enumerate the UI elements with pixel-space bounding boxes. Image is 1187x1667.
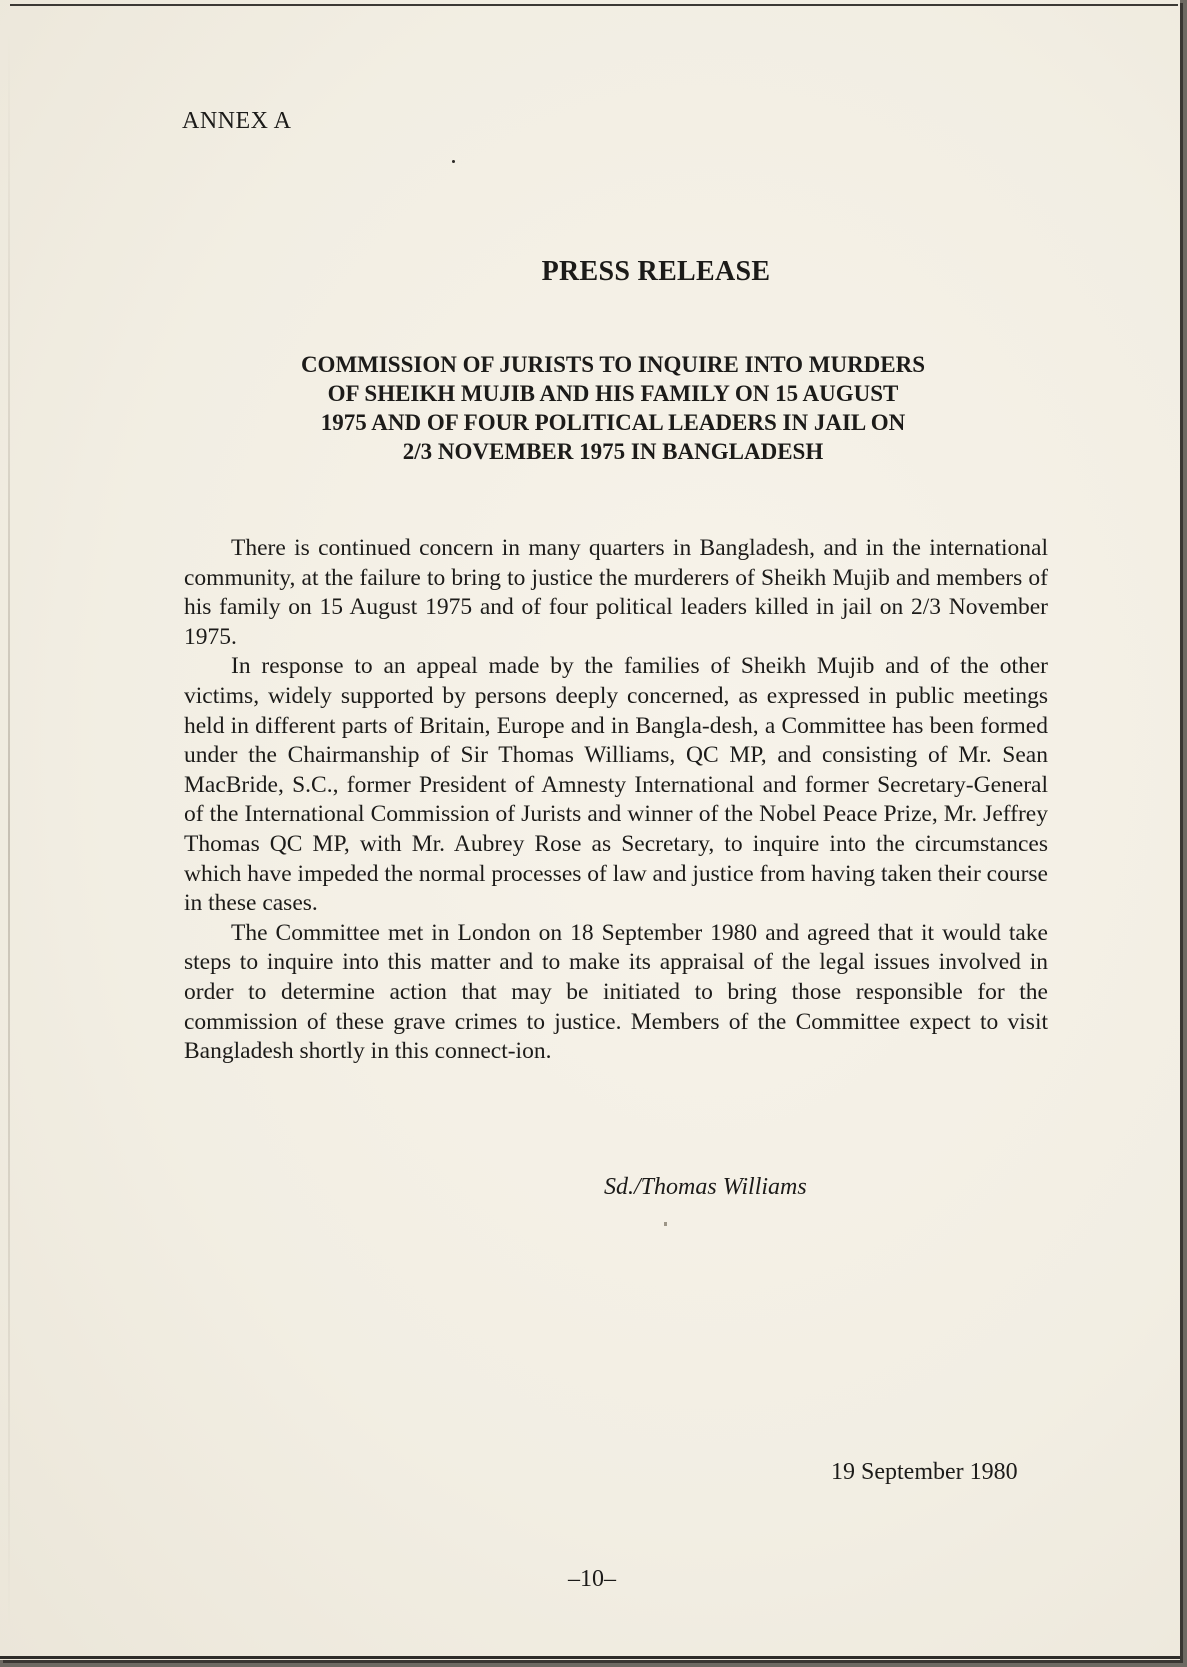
paragraph: There is continued concern in many quarters in Bangladesh, and in the international community, at the failure to bring to justice the murderers of Sheikh Mujib and members of his family on 15 August 1975 and of four political leaders killed in jail on 2/3 November 1975. [184,535,1048,650]
document-subtitle [258,350,968,466]
document-date: 19 September 1980 [831,1459,1018,1485]
subtitle-line: 2/3 NOVEMBER 1975 IN BANGLADESH [402,439,824,464]
paragraph: In response to an appeal made by the families of Sheikh Mujib and of the other victims, widely supported by persons deeply concerned, as expressed in public meetings held in different parts of Britain, Europe and in Bangla-desh, a Committee has been formed under the Chairmanship of Sir Thomas Williams, QC MP, and consisting of Mr. Sean MacBride, S.C., former President of Amnesty International and former Secretary-General of the International Commission of Jurists and winner of the Nobel Peace Prize, Mr. Jeffrey Thomas QC MP, with Mr. Aubrey Rose as Secretary, to inquire into the circumstances which have impeded the normal processes of law and justice from having taken their course in these cases. [184,653,1048,917]
document-title: PRESS RELEASE [541,256,771,287]
subtitle-line: 1975 AND OF FOUR POLITICAL LEADERS IN JAIL ON [320,410,906,435]
subtitle-line: COMMISSION OF JURISTS TO INQUIRE INTO MURDERS [300,352,926,377]
body-text [184,534,1048,1067]
ink-speck [664,1222,667,1226]
page-top-edge [10,4,1178,6]
subtitle-line: OF SHEIKH MUJIB AND HIS FAMILY ON 15 AUGUST [327,381,899,406]
signature: Sd./Thomas Williams [604,1174,807,1200]
annex-label: ANNEX A [182,108,292,134]
paragraph: The Committee met in London on 18 September 1980 and agreed that it would take steps to inquire into this matter and to make its appraisal of the legal issues involved in order to determine action that may be initiated to bring those responsible for the commission of these grave crimes to justice. Members of the Committee expect to visit Bangladesh shortly in this connect-ion. [184,919,1048,1065]
page-bottom-edge [0,1656,1180,1659]
page-number: –10– [568,1566,616,1592]
ink-speck [452,160,455,163]
